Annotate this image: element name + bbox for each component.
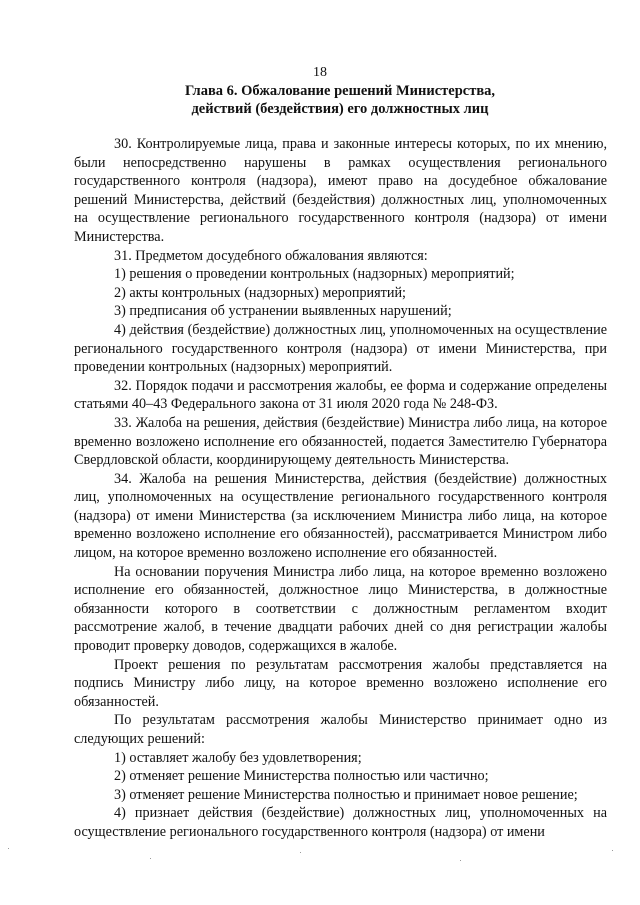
paragraph-34-decisions: По результатам рассмотрения жалобы Министерство принимает одно из следующих решений: — [74, 712, 607, 747]
paragraph-34-draft: Проект решения по результатам рассмотрения жалобы представляется на подпись Министру либо лицу, на которое временно возложено исполнение его обязанностей. — [74, 656, 607, 710]
list-item-31-2: 2) акты контрольных (надзорных) мероприятий; — [114, 284, 406, 301]
page-number: 18 — [313, 65, 327, 80]
scan-speck — [612, 850, 613, 851]
chapter-heading-line-2: действий (бездействия) его должностных лиц — [191, 101, 489, 117]
paragraph-33: 33. Жалоба на решения, действия (бездействие) Министра либо лица, на которое временно возложено исполнение его обязанностей, подается Заместителю Губернатора Свердловской области, координирующему деятельность Министерства. — [74, 414, 607, 469]
scan-speck — [150, 858, 151, 859]
paragraph-34: 34. Жалоба на решения Министерства, действия (бездействие) должностных лиц, уполномоченных на осуществление регионального государственного контроля (надзора) от имени Министерства (за исключением Министра либо лица, на которое временно возложено исполнение его обязанностей), рассматривается Министром либо лицом, на которое временно возложено исполнение его обязанностей. — [74, 470, 607, 562]
chapter-heading — [70, 82, 610, 118]
scan-speck — [460, 860, 461, 861]
document-body — [74, 135, 607, 842]
list-item-decision-3: 3) отменяет решение Министерства полностью и принимает новое решение; — [114, 786, 578, 803]
paragraph-34-review: На основании поручения Министра либо лица, на которое временно возложено исполнение его обязанностей, должностное лицо Министерства, в должностные обязанности которого в соответствии с должностным регламентом входит рассмотрение жалоб, в течение двадцати рабочих дней со дня регистрации жалобы проводит проверку доводов, содержащихся в жалобе. — [74, 563, 607, 655]
scan-speck — [300, 852, 301, 853]
paragraph-32: 32. Порядок подачи и рассмотрения жалобы, ее форма и содержание определены статьями 40–43 Федерального закона от 31 июля 2020 года № 248-ФЗ. — [74, 377, 607, 413]
list-item-decision-2: 2) отменяет решение Министерства полностью или частично; — [114, 768, 489, 785]
list-item-31-1: 1) решения о проведении контрольных (надзорных) мероприятий; — [114, 266, 515, 283]
list-item-31-4: 4) действия (бездействие) должностных лиц, уполномоченных на осуществление регионального государственного контроля (надзора) от имени Министерства, при проведении контрольных (надзорных) мероприятий. — [74, 321, 607, 376]
list-item-decision-1: 1) оставляет жалобу без удовлетворения; — [114, 749, 362, 766]
list-item-31-3: 3) предписания об устранении выявленных нарушений; — [114, 303, 452, 320]
paragraph-30: 30. Контролируемые лица, права и законные интересы которых, по их мнению, были непосредственно нарушены в рамках осуществления регионального государственного контроля (надзора), имеют право на досудебное обжалование решений Министерства, действий (бездействия) должностных лиц, уполномоченных на осуществление регионального государственного контроля (надзора) от имени Министерства. — [74, 136, 607, 245]
paragraph-31: 31. Предметом досудебного обжалования являются: — [114, 247, 428, 264]
scan-speck — [8, 848, 9, 849]
chapter-heading-line-1: Глава 6. Обжалование решений Министерства, — [184, 83, 496, 99]
list-item-decision-4: 4) признает действия (бездействие) должностных лиц, уполномоченных на осуществление регионального государственного контроля (надзора) от имени — [74, 805, 607, 840]
